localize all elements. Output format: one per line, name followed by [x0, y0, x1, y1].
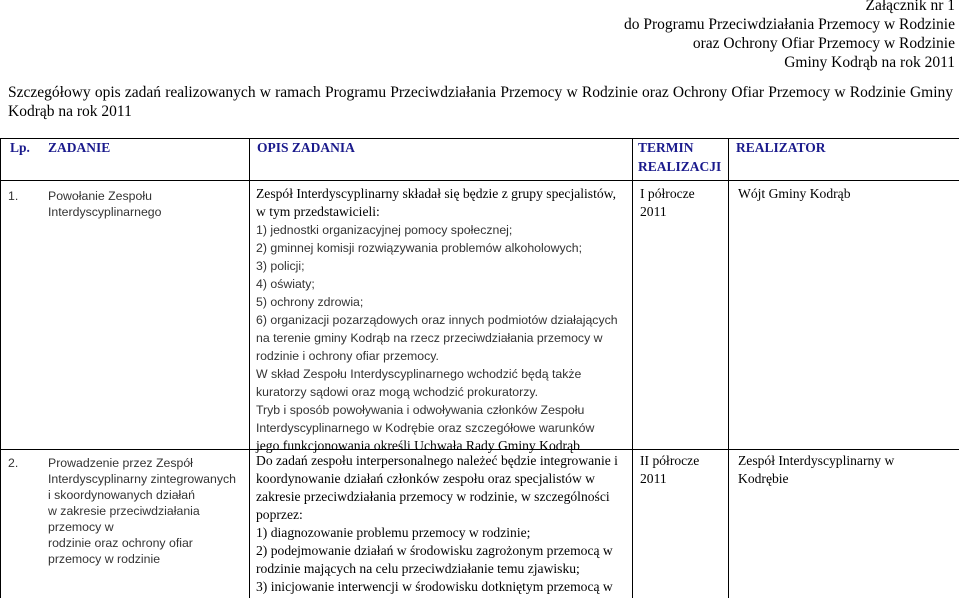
desc-line: 2) podejmowanie działań w środowisku zagrożonym przemocą w: [256, 543, 613, 558]
intro-line: Kodrąb na rok 2011: [8, 103, 132, 120]
header-executor: REALIZATOR: [736, 140, 826, 155]
desc-line: W skład Zespołu Interdyscyplinarnego wchodzić będą także: [256, 367, 582, 381]
desc-line: Tryb i sposób powoływania i odwoływania członków Zespołu: [256, 403, 585, 417]
task-line: Prowadzenie przez Zespół: [48, 456, 193, 470]
task-line: w zakresie przeciwdziałania: [48, 504, 200, 518]
row1-term: [640, 185, 695, 221]
desc-line: jego funkcjonowania określi Uchwała Rady Gminy Kodrąb: [256, 438, 580, 453]
header-task: ZADANIE: [48, 140, 111, 155]
desc-line: rodzinie i ochrony ofiar przemocy.: [256, 349, 439, 363]
task-line: i skoordynowanych działań: [48, 488, 195, 502]
header-term-line: REALIZACJI: [638, 159, 722, 174]
document-intro: [8, 83, 953, 121]
desc-line: 4) oświaty;: [256, 277, 315, 291]
desc-line: 3) inicjowanie interwencji w środowisku dotkniętym przemocą w: [256, 579, 613, 594]
header-term: [638, 138, 721, 176]
row1-executor: Wójt Gminy Kodrąb: [738, 186, 851, 201]
task-line: Interdyscyplinarny zintegrowanych: [48, 472, 236, 486]
header-term-line: TERMIN: [638, 140, 694, 155]
task-line: rodzinie oraz ochrony ofiar: [48, 536, 193, 550]
desc-line: 3) policji;: [256, 259, 305, 273]
desc-line: poprzez:: [256, 507, 303, 522]
column-divider: [632, 138, 633, 598]
row2-term: [640, 452, 699, 488]
task-line: Powołanie Zespołu: [48, 189, 152, 203]
desc-line: 6) organizacji pozarządowych oraz innych podmiotów działających: [256, 313, 618, 327]
header-lp: Lp.: [10, 140, 30, 155]
desc-line: 1) jednostki organizacyjnej pomocy społecznej;: [256, 223, 513, 237]
attachment-header: [624, 0, 955, 72]
executor-line: Zespół Interdyscyplinarny w: [738, 453, 895, 468]
row2-lp: 2.: [8, 456, 19, 470]
desc-line: koordynowanie działań członków zespołu oraz specjalistów w: [256, 471, 595, 486]
row2-executor: [738, 452, 894, 488]
attachment-line: Gminy Kodrąb na rok 2011: [784, 54, 955, 71]
attachment-line: oraz Ochrony Ofiar Przemocy w Rodzinie: [692, 35, 955, 52]
column-divider: [249, 138, 250, 598]
desc-line: kuratorzy sądowi oraz mogą wchodzić prokuratorzy.: [256, 385, 539, 399]
row2-description: [256, 452, 626, 596]
row1-task: [48, 188, 161, 220]
term-line: I półrocze: [640, 186, 695, 201]
term-line: II półrocze: [640, 453, 700, 468]
task-line: przemocy w rodzinie: [48, 552, 161, 566]
attachment-line: do Programu Przeciwdziałania Przemocy w Rodzinie: [624, 16, 955, 33]
row1-lp: 1.: [8, 189, 19, 203]
task-line: Interdyscyplinarnego: [48, 205, 162, 219]
row1-description: [256, 185, 626, 455]
row2-task: [48, 455, 236, 567]
column-divider: [0, 138, 1, 598]
task-line: przemocy w: [48, 520, 114, 534]
term-line: 2011: [640, 471, 667, 486]
desc-line: na terenie gminy Kodrąb na rzecz przeciwdziałania przemocy w: [256, 331, 603, 345]
desc-line: Do zadań zespołu interpersonalnego należeć będzie integrowanie i: [256, 453, 618, 468]
term-line: 2011: [640, 204, 667, 219]
desc-line: zakresie przeciwdziałania przemocy w rodzinie, w szczególności: [256, 489, 610, 504]
executor-line: Kodrębie: [738, 471, 789, 486]
table-header-border: [0, 180, 959, 181]
header-desc: OPIS ZADANIA: [257, 140, 355, 155]
desc-line: rodzinie mających na celu przeciwdziałanie temu zjawisku;: [256, 561, 580, 576]
desc-line: Zespół Interdyscyplinarny składał się będzie z grupy specjalistów,: [256, 186, 617, 201]
desc-line: w tym przedstawicieli:: [256, 204, 380, 219]
desc-line: 2) gminnej komisji rozwiązywania problemów alkoholowych;: [256, 241, 582, 255]
desc-line: 1) diagnozowanie problemu przemocy w rodzinie;: [256, 525, 531, 540]
desc-line: 5) ochrony zdrowia;: [256, 295, 364, 309]
intro-line: Szczegółowy opis zadań realizowanych w ramach Programu Przeciwdziałania Przemocy w Rodzinie oraz Ochrony Ofiar Przemocy w Rodzinie Gminy: [8, 84, 953, 101]
column-divider: [728, 138, 729, 598]
attachment-line: Załącznik nr 1: [865, 0, 955, 14]
desc-line: Interdyscyplinarnego w Kodrębie oraz szczegółowe warunków: [256, 421, 595, 435]
